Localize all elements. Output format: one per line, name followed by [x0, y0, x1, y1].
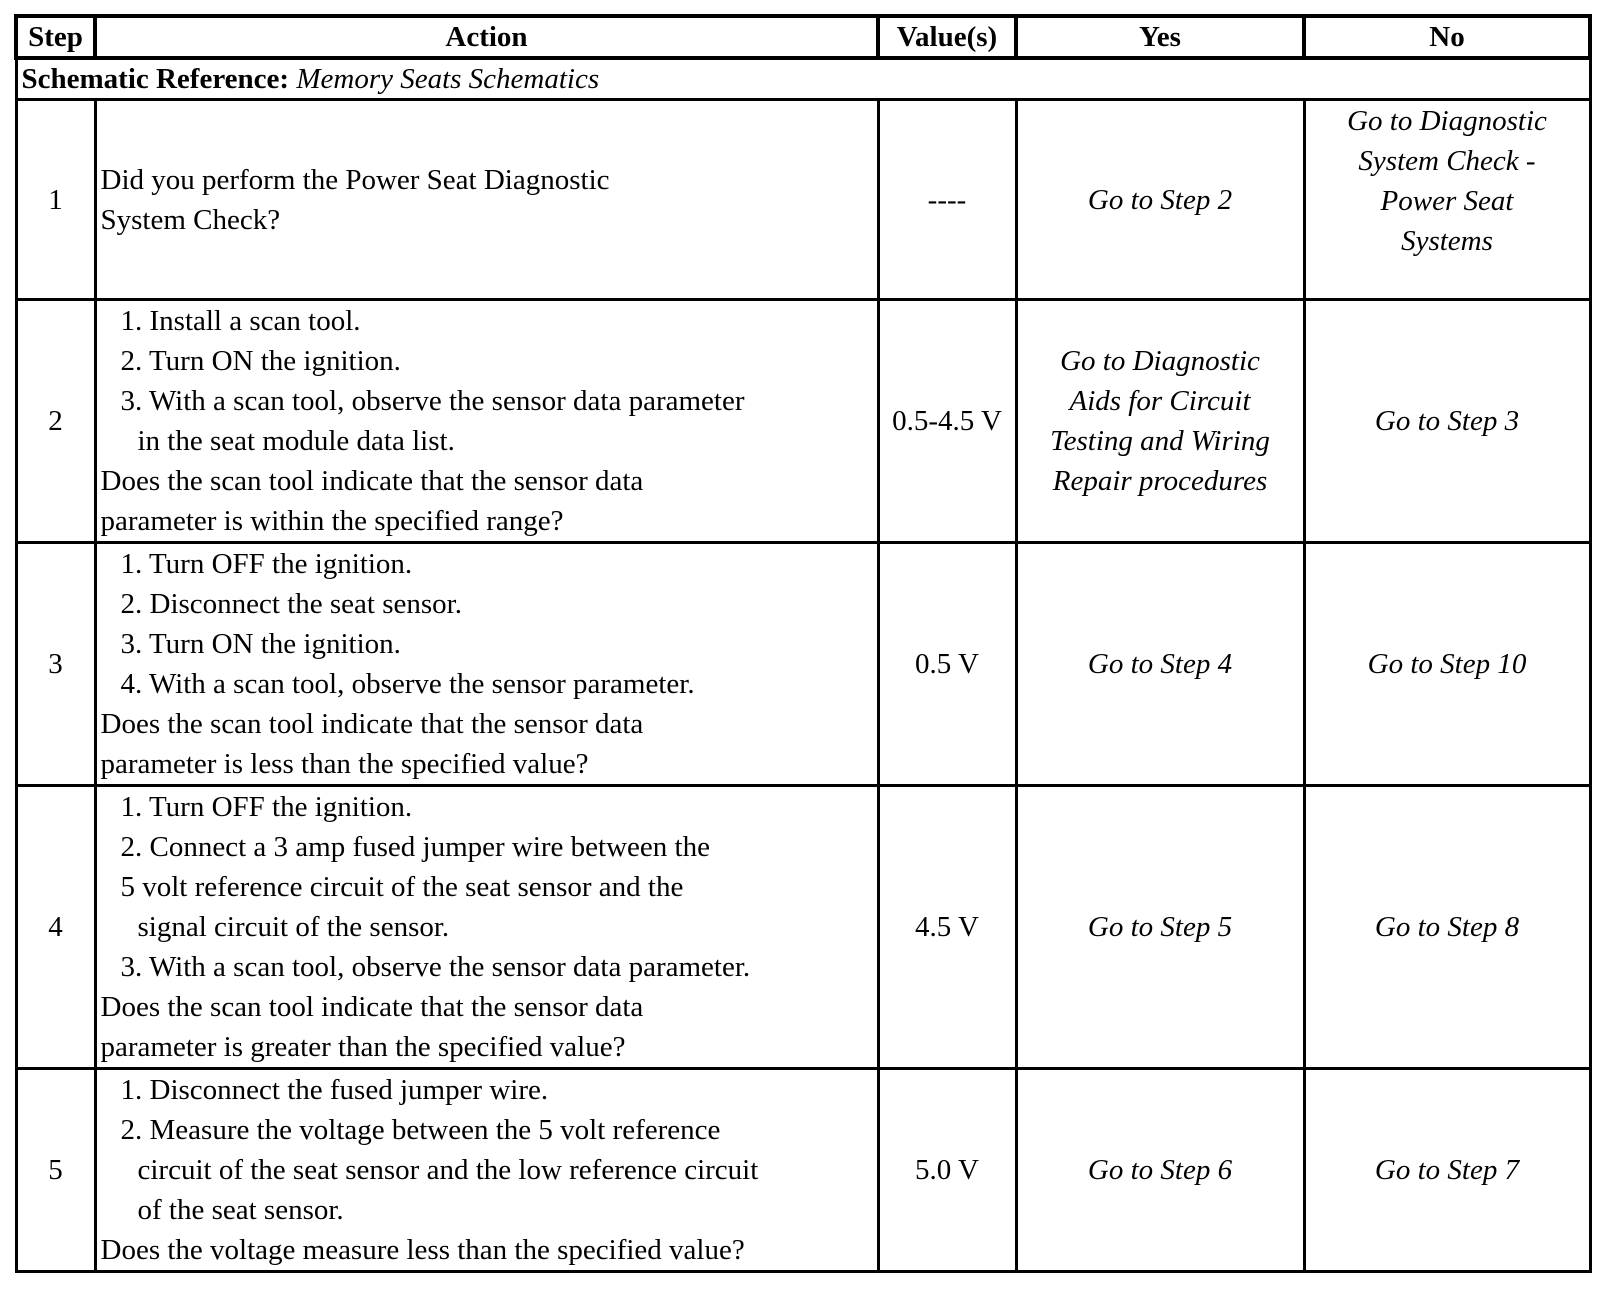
step-yes: [1016, 100, 1304, 300]
header-action: Action: [95, 16, 878, 58]
step-action: [95, 100, 878, 300]
goto-link-line[interactable]: Repair procedures: [1052, 465, 1268, 497]
action-item-cont: of the seat sensor.: [137, 1194, 344, 1226]
step-no: [1304, 543, 1590, 786]
step-number: 3: [16, 543, 95, 786]
step-no: [1304, 300, 1590, 543]
goto-link-line[interactable]: System Check -: [1358, 145, 1536, 177]
step-value: 5.0 V: [878, 1069, 1016, 1272]
action-item-cont: signal circuit of the sensor.: [137, 911, 450, 943]
step-number: 4: [16, 786, 95, 1069]
goto-link-line[interactable]: Aids for Circuit: [1069, 385, 1251, 417]
goto-link[interactable]: Go to Step 2: [1087, 183, 1233, 216]
action-item: 2. Connect a 3 amp fused jumper wire between the: [120, 831, 710, 863]
goto-link[interactable]: Go to Step 10: [1367, 648, 1527, 680]
action-item: 1. Disconnect the fused jumper wire.: [120, 1074, 549, 1106]
table-row: [16, 100, 1590, 300]
header-row: [16, 16, 1590, 58]
action-item: 3. With a scan tool, observe the sensor data parameter: [120, 385, 745, 417]
goto-link[interactable]: Go to Step 3: [1374, 405, 1520, 437]
goto-link-line[interactable]: Power Seat: [1380, 185, 1514, 217]
action-item: 1. Turn OFF the ignition.: [120, 548, 413, 580]
action-question: Does the scan tool indicate that the sensor data: [100, 465, 644, 497]
step-no: [1304, 1069, 1590, 1272]
action-item: 5 volt reference circuit of the seat sensor and the: [120, 871, 684, 903]
step-yes: [1016, 1069, 1304, 1272]
goto-link[interactable]: Go to Step 6: [1087, 1154, 1233, 1186]
action-question: Does the scan tool indicate that the sensor data: [100, 991, 644, 1023]
step-value: ----: [878, 100, 1016, 300]
goto-link[interactable]: Go to Step 8: [1374, 911, 1520, 943]
step-yes[interactable]: [1016, 300, 1304, 543]
goto-link-line[interactable]: Testing and Wiring: [1050, 425, 1270, 457]
step-action: [95, 1069, 878, 1272]
action-item: 2. Measure the voltage between the 5 volt reference: [120, 1114, 721, 1146]
header-yes: Yes: [1016, 16, 1304, 58]
table-row: [16, 786, 1590, 1069]
table-row: [16, 300, 1590, 543]
step-action: [95, 300, 878, 543]
schematic-row: [16, 58, 1590, 100]
step-number: 1: [16, 100, 95, 300]
goto-link-line[interactable]: Systems: [1401, 225, 1493, 257]
action-question: Does the scan tool indicate that the sensor data: [100, 708, 644, 740]
step-no: [1304, 786, 1590, 1069]
action-line: Did you perform the Power Seat Diagnostic: [100, 163, 610, 196]
header-no: No: [1304, 16, 1590, 58]
step-number: 2: [16, 300, 95, 543]
header-step: Step: [16, 16, 95, 58]
table-row: [16, 543, 1590, 786]
table-row: [16, 1069, 1590, 1272]
step-yes: [1016, 786, 1304, 1069]
step-yes: [1016, 543, 1304, 786]
step-action: [95, 543, 878, 786]
action-item: 2. Turn ON the ignition.: [120, 345, 401, 377]
action-item-cont: circuit of the seat sensor and the low reference circuit: [137, 1154, 759, 1186]
schematic-reference: [16, 58, 1590, 100]
step-value: 0.5 V: [878, 543, 1016, 786]
goto-link-line[interactable]: Go to Diagnostic: [1347, 105, 1547, 137]
step-value: 4.5 V: [878, 786, 1016, 1069]
action-item: 4. With a scan tool, observe the sensor parameter.: [120, 668, 695, 700]
action-item: 1. Turn OFF the ignition.: [120, 791, 413, 823]
step-action: [95, 786, 878, 1069]
action-question: parameter is greater than the specified value?: [100, 1031, 626, 1063]
step-number: 5: [16, 1069, 95, 1272]
action-item: 2. Disconnect the seat sensor.: [120, 588, 462, 620]
action-item: 1. Install a scan tool.: [120, 305, 361, 337]
action-question: Does the voltage measure less than the specified value?: [100, 1234, 745, 1266]
action-item-cont: in the seat module data list.: [137, 425, 455, 457]
step-value: 0.5-4.5 V: [878, 300, 1016, 543]
schematic-link[interactable]: Memory Seats Schematics: [296, 63, 600, 95]
header-values: Value(s): [878, 16, 1016, 58]
action-item: 3. With a scan tool, observe the sensor data parameter.: [120, 951, 751, 983]
schematic-label: Schematic Reference:: [21, 63, 290, 95]
action-question: parameter is within the specified range?: [100, 505, 564, 537]
diagnostic-table: [14, 14, 1592, 1273]
action-item: 3. Turn ON the ignition.: [120, 628, 401, 660]
step-no[interactable]: [1304, 100, 1590, 300]
action-line: System Check?: [100, 203, 281, 236]
goto-link[interactable]: Go to Step 7: [1374, 1154, 1520, 1186]
action-question: parameter is less than the specified value?: [100, 748, 589, 780]
goto-link[interactable]: Go to Step 5: [1087, 911, 1233, 943]
goto-link[interactable]: Go to Step 4: [1087, 648, 1233, 680]
goto-link-line[interactable]: Go to Diagnostic: [1060, 345, 1260, 377]
